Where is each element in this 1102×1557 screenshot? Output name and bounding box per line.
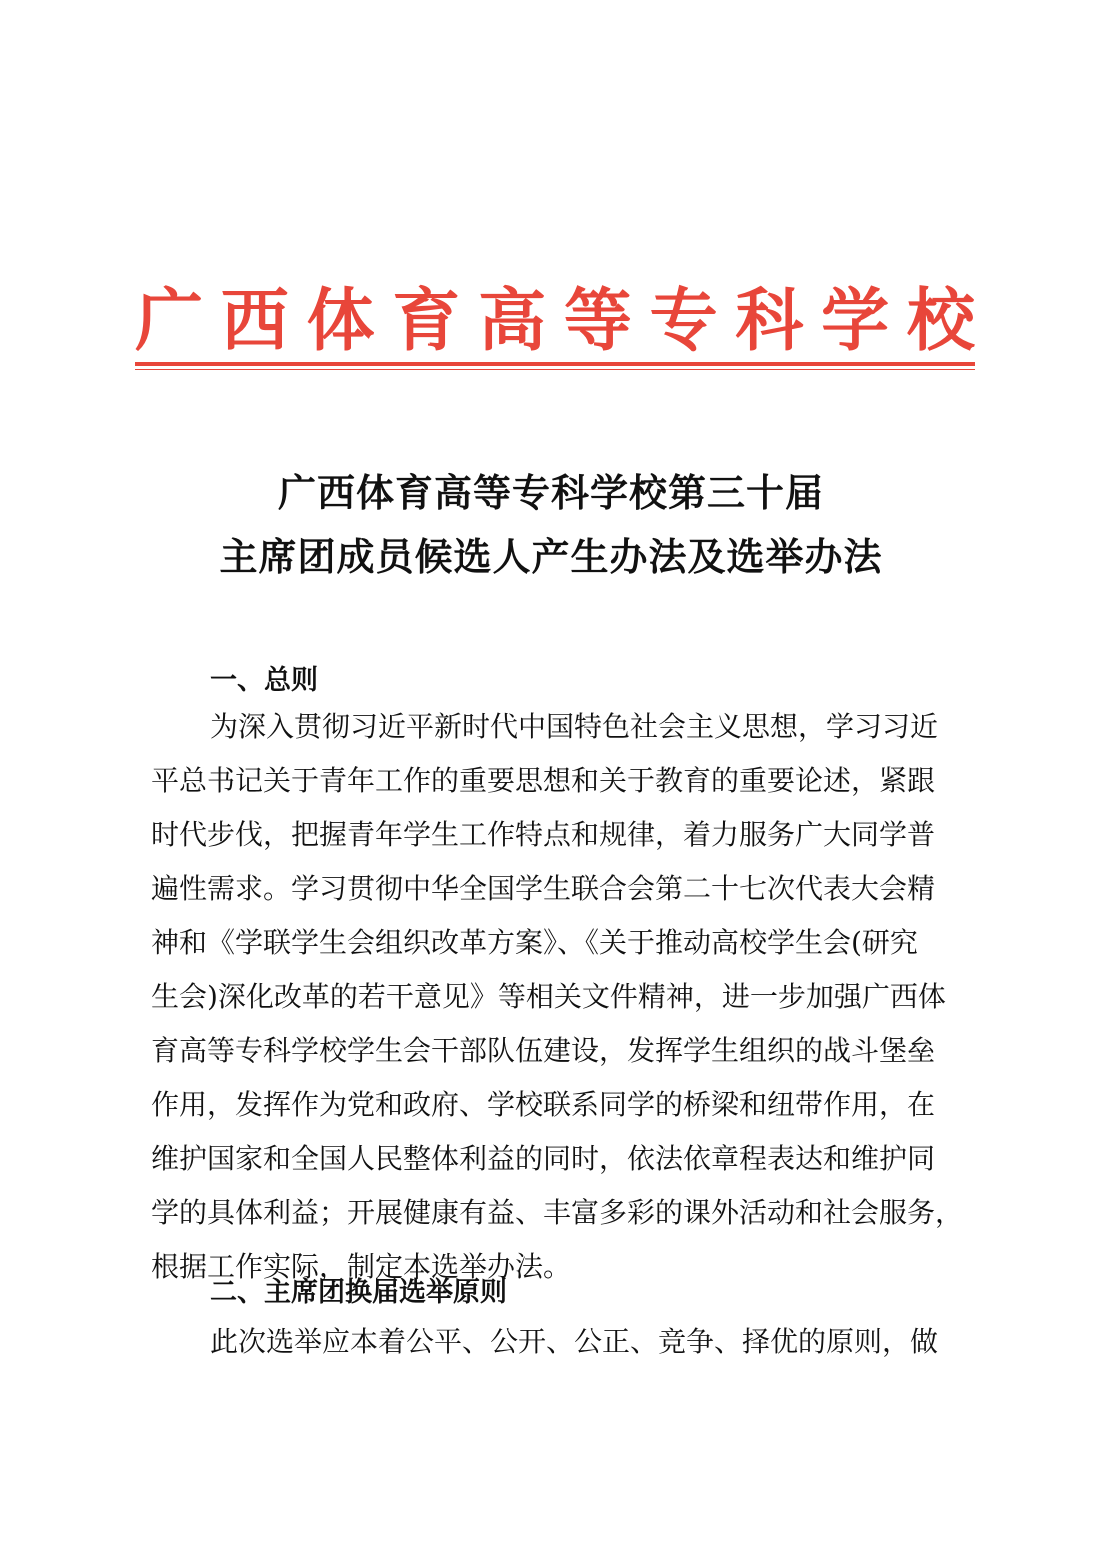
masthead-char: 广 [135,281,204,361]
document-title-line-1: 广西体育高等专科学校第三十届 [277,470,824,515]
masthead-char: 科 [735,281,804,361]
masthead-red-rule-thin [135,369,975,370]
masthead [135,282,975,360]
body-line: 生会)深化改革的若干意见》等相关文件精神，进一步加强广西体 [151,980,946,1013]
body-line: 维护国家和全国人民整体利益的同时，依法依章程表达和维护同 [151,1142,936,1175]
body-line: 神和《学联学生会组织改革方案》、《关于推动高校学生会(研究 [151,926,918,959]
masthead-char: 学 [821,281,890,361]
document-title-line-2: 主席团成员候选人产生办法及选举办法 [219,534,883,579]
masthead-red-rule [135,362,975,366]
masthead-char: 专 [649,281,718,361]
body-line: 作用，发挥作为党和政府、学校联系同学的桥梁和纽带作用，在 [151,1088,936,1121]
section-heading-general: 一、总则 [210,665,318,696]
body-line: 根据工作实际，制定本选举办法。 [151,1250,572,1283]
masthead-char: 育 [392,281,461,361]
body-line: 遍性需求。学习贯彻中华全国学生联合会第二十七次代表大会精 [151,872,936,905]
body-line: 时代步伐，把握青年学生工作特点和规律，着力服务广大同学普 [151,818,936,851]
body-line: 平总书记关于青年工作的重要思想和关于教育的重要论述，紧跟 [151,764,936,797]
body-line: 此次选举应本着公平、公开、公正、竞争、择优的原则，做 [210,1325,939,1358]
masthead-char: 高 [478,281,547,361]
masthead-char: 校 [906,281,975,361]
masthead-char: 体 [306,281,375,361]
masthead-char: 等 [563,281,632,361]
section-heading-principles: 二、主席团换届选举原则 [210,1277,507,1308]
body-line: 为深入贯彻习近平新时代中国特色社会主义思想，学习习近 [210,710,939,743]
masthead-char: 西 [220,281,289,361]
body-line: 学的具体利益；开展健康有益、丰富多彩的课外活动和社会服务， [151,1196,964,1229]
body-line: 育高等专科学校学生会干部队伍建设，发挥学生组织的战斗堡垒 [151,1034,936,1067]
